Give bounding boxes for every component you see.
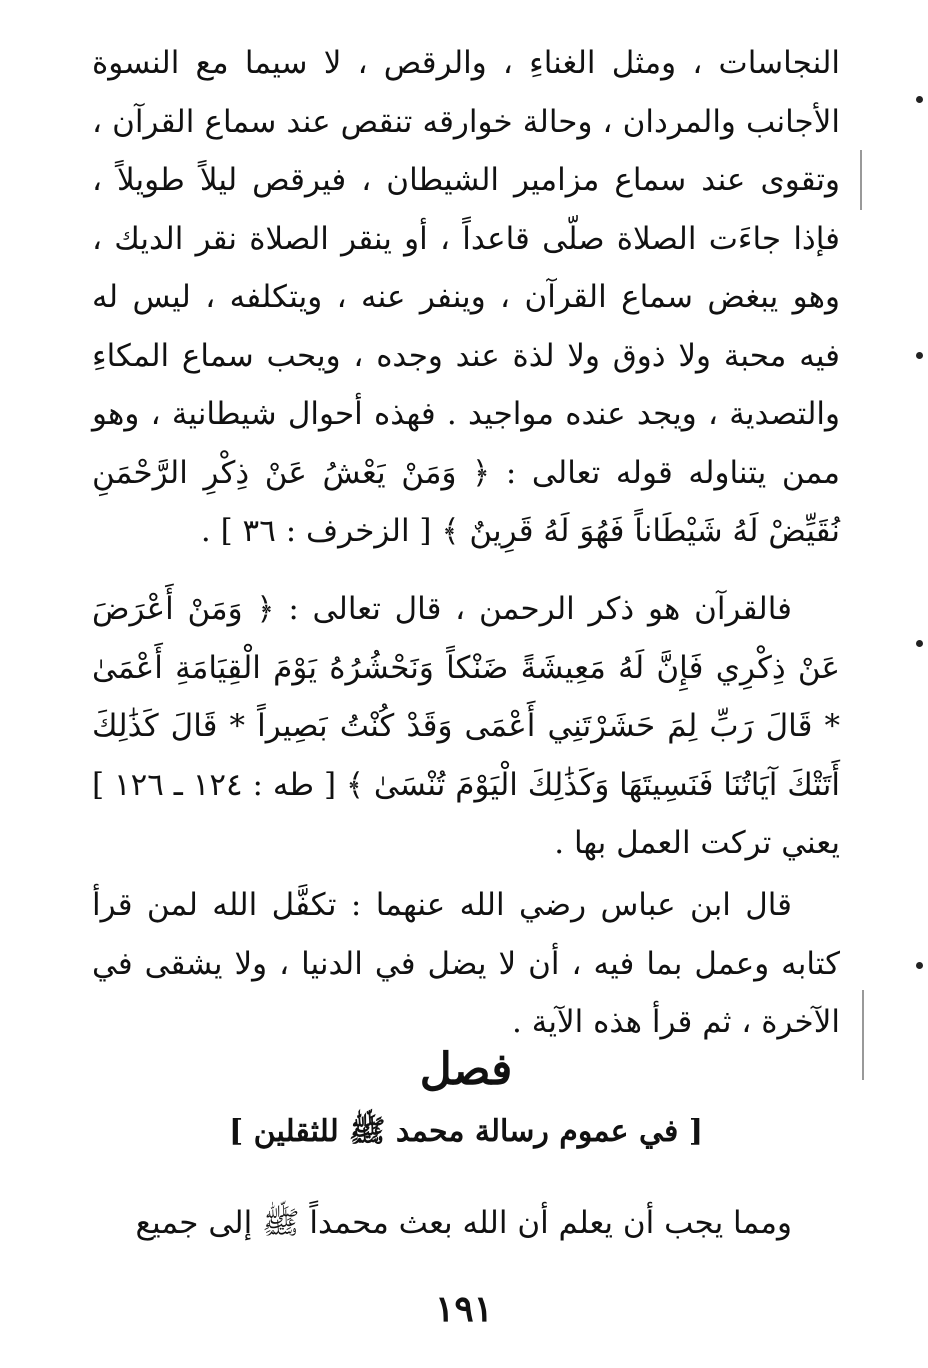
paragraph-3-text: قال ابن عباس رضي الله عنهما : تكفَّل الله لمن قرأ كتابه وعمل بما فيه ، أن لا يضل في الدنيا ، ولا يشقى في الآخرة ، ثم قرأ هذه الآية . <box>92 887 840 1040</box>
paragraph-4 <box>92 1194 840 1253</box>
margin-line <box>860 150 862 210</box>
page-number: ١٩١ <box>434 1288 493 1330</box>
paragraph-1 <box>92 34 840 561</box>
section-subtitle: [ في عموم رسالة محمد ﷺ للثقلين ] <box>228 1114 704 1149</box>
paragraph-2 <box>92 580 840 873</box>
paragraph-2-text: فالقرآن هو ذكر الرحمن ، قال تعالى : ﴿ وَمَنْ أَعْرَضَ عَنْ ذِكْرِي فَإِنَّ لَهُ مَعِيشَةً ضَنْكاً وَنَحْشُرُهُ يَوْمَ الْقِيَامَةِ أَعْمَىٰ * قَالَ رَبِّ لِمَ حَشَرْتَنِي أَعْمَى وَقَدْ كُنْتُ بَصِيراً * قَالَ كَذَٰلِكَ أَتَتْكَ آيَاتُنَا فَنَسِيتَهَا وَكَذَٰلِكَ الْيَوْمَ تُنْسَىٰ ﴾ [ طه : ١٢٤ ـ ١٢٦ ] يعني تركت العمل بها . <box>92 591 840 861</box>
margin-dot <box>916 352 923 359</box>
paragraph-4-text: ومما يجب أن يعلم أن الله بعث محمداً ﷺ إلى جميع <box>135 1205 792 1241</box>
margin-line <box>862 990 864 1080</box>
margin-dot <box>916 640 923 647</box>
margin-dot <box>916 96 923 103</box>
paragraph-1-text: النجاسات ، ومثل الغناءِ ، والرقص ، لا سيما مع النسوة الأجانب والمردان ، وحالة خوارقه تنقص عند سماع القرآن ، وتقوى عند سماع مزامير الشيطان ، فيرقص ليلاً طويلاً ، فإذا جاءَت الصلاة صلّى قاعداً ، أو ينقر الصلاة نقر الديك ، وهو يبغض سماع القرآن ، وينفر عنه ، ويتكلفه ، ليس له فيه محبة ولا ذوق ولا لذة عند وجده ، ويحب سماع المكاءِ والتصدية ، ويجد عنده مواجيد . فهذه أحوال شيطانية ، وهو ممن يتناوله قوله تعالى : ﴿ وَمَنْ يَعْشُ عَنْ ذِكْرِ الرَّحْمَنِ نُقَيِّضْ لَهُ شَيْطَاناً فَهُوَ لَهُ قَرِينٌ ﴾ [ الزخرف : ٣٦ ] . <box>92 45 840 549</box>
margin-dot <box>916 962 923 969</box>
paragraph-3 <box>92 876 840 1052</box>
section-title: فصل <box>419 1044 513 1095</box>
